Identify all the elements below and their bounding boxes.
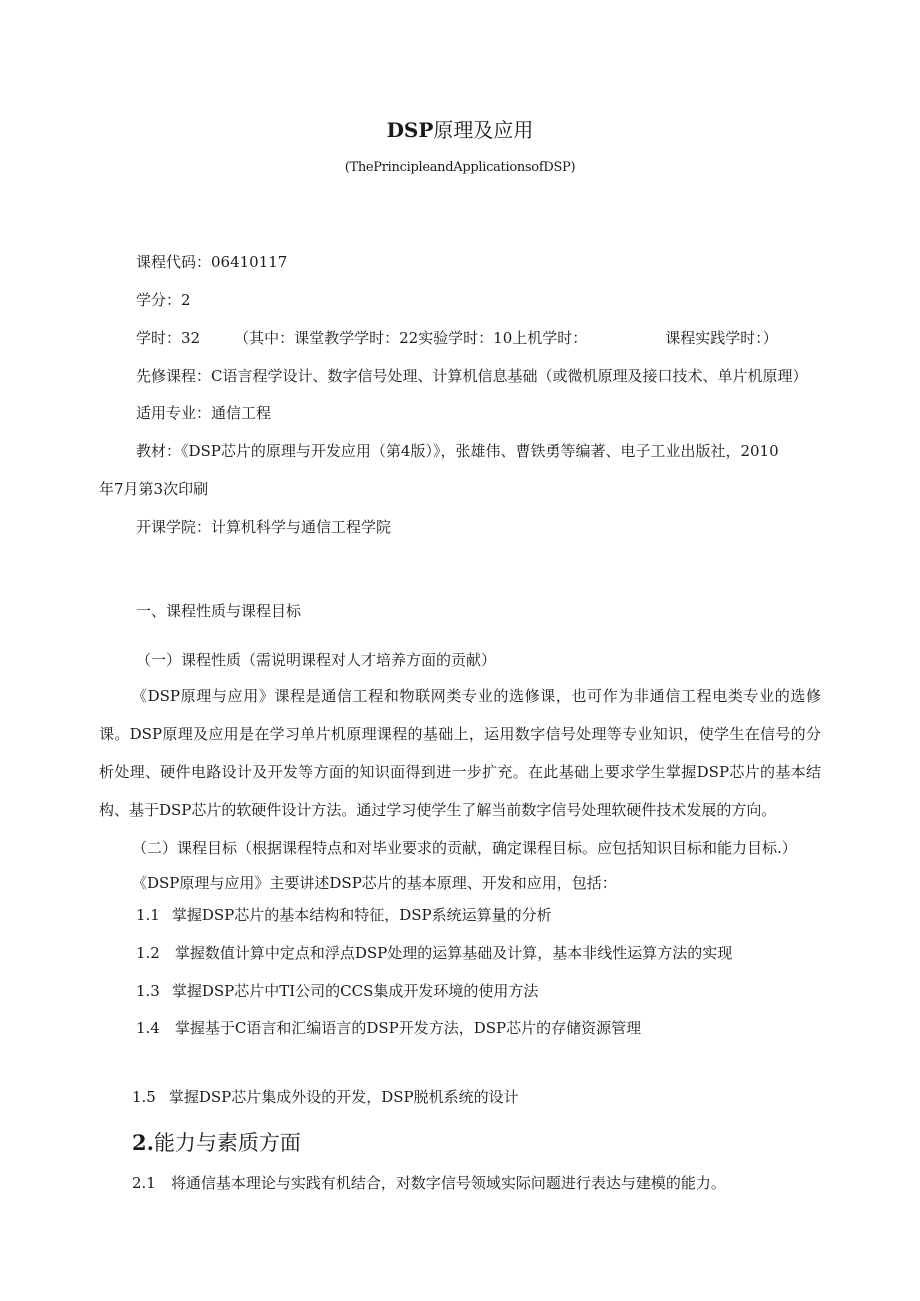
prerequisite-courses: 先修课程：C语言程学设计、数字信号处理、计算机信息基础（或微机原理及接口技术、单片机原理） [136, 367, 808, 385]
textbook-line-2: 年7月第3次印刷 [99, 480, 209, 498]
nature-paragraph: 《DSP原理与应用》课程是通信工程和物联网类专业的选修课，也可作为非通信工程电类专业的选修课。DSP原理及应用是在学习单片机原理课程的基础上，运用数字信号处理等专业知识，使学生在信号的分析处理、硬件电路设计及开发等方面的知识面得到进一步扩充。在此基础上要求学生掌握DSP芯片的基本结构、基于DSP芯片的软硬件设计方法。通过学习使学生了解当前数字信号处理软硬件技术发展的方向。 [99, 687, 821, 819]
goal-item-1-2 [136, 943, 732, 963]
section2-heading-number: 2. [132, 1130, 154, 1155]
course-credits: 学分：2 [136, 291, 191, 309]
textbook-line-1: 教材：《DSP芯片的原理与开发应用（第4版）》，张雄伟、曹铁勇等编著、电子工业出版社，2010 [136, 442, 779, 460]
page-title [0, 116, 920, 144]
item-number: 1.2 [136, 944, 160, 962]
section1-heading: 一、课程性质与课程目标 [136, 602, 302, 620]
section2-heading [132, 1128, 301, 1158]
offering-college: 开课学院：计算机科学与通信工程学院 [136, 518, 392, 536]
goal-item-1-5 [132, 1087, 519, 1107]
item-number: 2.1 [132, 1174, 156, 1192]
item-text: 掌握DSP芯片的基本结构和特征，DSP系统运算量的分析 [171, 906, 552, 924]
item-number: 1.3 [136, 982, 160, 1000]
item-text: 将通信基本理论与实践有机结合，对数字信号领域实际问题进行表达与建模的能力。 [170, 1174, 726, 1192]
item-text: 掌握数值计算中定点和浮点DSP处理的运算基础及计算，基本非线性运算方法的实现 [174, 944, 733, 962]
hours-practice: 课程实践学时：） [665, 329, 778, 347]
goal-item-1-4 [136, 1018, 641, 1038]
hours-detail: （其中：课堂教学学时：22实验学时：10上机学时： [234, 329, 588, 347]
goal-heading: （二）课程目标（根据课程特点和对毕业要求的贡献，确定课程目标。应包括知识目标和能力目标.） [132, 839, 797, 857]
goal-item-1-3 [136, 981, 538, 1001]
applicable-major: 适用专业：通信工程 [136, 404, 272, 422]
item-number: 1.4 [136, 1019, 160, 1037]
nature-heading: （一）课程性质（需说明课程对人才培养方面的贡献） [136, 651, 497, 669]
item-number: 1.5 [132, 1088, 156, 1106]
goal-intro: 《DSP原理与应用》主要讲述DSP芯片的基本原理、开发和应用，包括： [132, 874, 617, 892]
title-rest-part: 原理及应用 [433, 118, 534, 142]
item-text: 掌握DSP芯片集成外设的开发，DSP脱机系统的设计 [168, 1088, 519, 1106]
english-subtitle: (ThePrincipleandApplicationsofDSP) [344, 160, 576, 175]
section2-heading-text: 能力与素质方面 [153, 1131, 301, 1155]
item-text: 掌握基于C语言和汇编语言的DSP开发方法，DSP芯片的存储资源管理 [174, 1019, 642, 1037]
goal-item-2-1 [132, 1173, 726, 1193]
title-bold-part: DSP [386, 118, 434, 142]
item-text: 掌握DSP芯片中TI公司的CCS集成开发环境的使用方法 [171, 982, 539, 1000]
item-number: 1.1 [136, 906, 160, 924]
course-hours [136, 328, 778, 348]
course-code: 课程代码：06410117 [136, 253, 288, 271]
goal-item-1-1 [136, 905, 552, 925]
hours-label: 学时：32 [136, 329, 201, 347]
